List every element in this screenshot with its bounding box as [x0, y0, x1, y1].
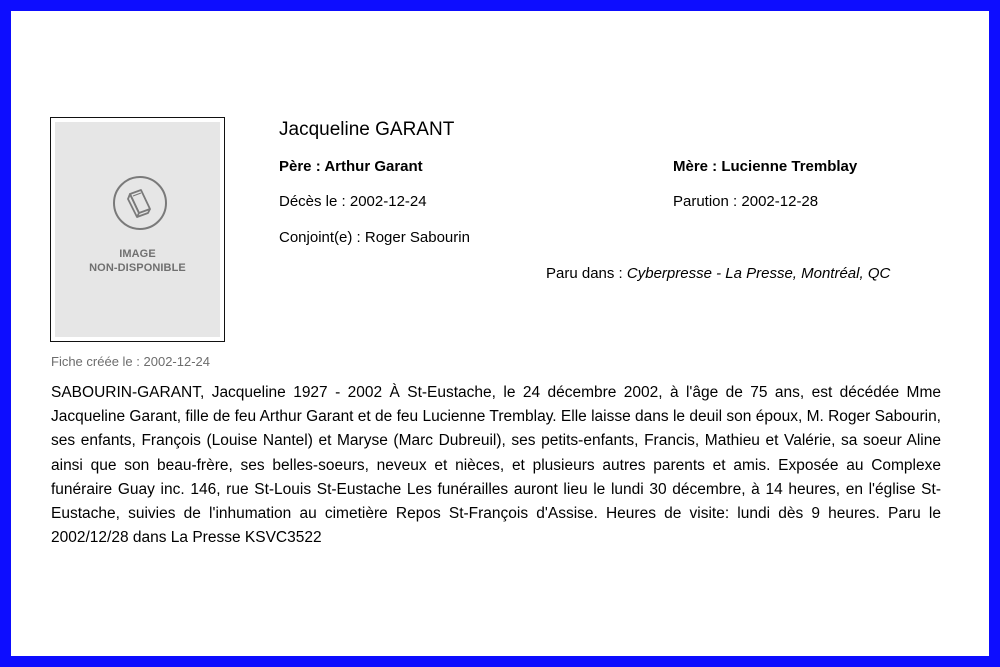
obituary-text: SABOURIN-GARANT, Jacqueline 1927 - 2002 À St-Eustache, le 24 décembre 2002, à l'âge de 75 ans, est décédée Mme Jacqueline Garant, fille de feu Arthur Garant et de feu Lucienne Tremblay. Elle laisse dans le deuil son époux, M. Roger Sabourin, ses enfants, François (Louise Nantel) et Maryse (Marc Dubreuil), ses petits-enfants, Francis, Mathieu et Valérie, sa soeur Aline ainsi que son beau-frère, ses belles-soeurs, neveux et nièces, et plusieurs autres parents et amis. Exposée au Complexe funéraire Guay inc. 146, rue St-Louis St-Eustache Les funérailles auront lieu le lundi 30 décembre, à 14 heures, en l'église St-Eustache, suivies de l'inhumation au cimetière Repos St-François d'Assise. Heures de visite: lundi dès 9 heures. Paru le 2002/12/28 dans La Presse KSVC3522	[51, 384, 941, 547]
spouse-label: Conjoint(e) :	[279, 229, 361, 246]
publication-date-label: Parution :	[673, 193, 738, 210]
image-unavailable-line2: NON-DISPONIBLE	[89, 262, 186, 274]
mother-field	[673, 158, 857, 175]
publication-date-field	[673, 193, 818, 210]
father-field	[279, 158, 423, 175]
mother-value: Lucienne Tremblay	[721, 158, 858, 175]
image-unavailable-line1: IMAGE	[119, 248, 156, 260]
father-label: Père :	[279, 158, 321, 175]
photo-placeholder	[55, 122, 220, 337]
death-date-value: 2002-12-24	[349, 193, 427, 210]
fiche-date: 2002-12-24	[143, 354, 210, 369]
deceased-name: Jacqueline GARANT	[279, 119, 455, 140]
image-unavailable-text	[55, 247, 220, 275]
published-in-field	[546, 265, 890, 282]
publication-date-value: 2002-12-28	[741, 193, 819, 210]
book-icon	[112, 175, 168, 231]
published-in-label: Paru dans :	[546, 265, 623, 282]
fiche-label: Fiche créée le :	[51, 354, 140, 369]
record-created-date	[51, 354, 210, 369]
spouse-value: Roger Sabourin	[364, 229, 470, 246]
photo-frame	[50, 117, 225, 342]
spouse-field	[279, 229, 470, 246]
death-date-field	[279, 193, 427, 210]
father-value: Arthur Garant	[324, 158, 423, 175]
death-date-label: Décès le :	[279, 193, 346, 210]
mother-label: Mère :	[673, 158, 718, 175]
published-in-value: Cyberpresse - La Presse, Montréal, QC	[626, 265, 891, 282]
